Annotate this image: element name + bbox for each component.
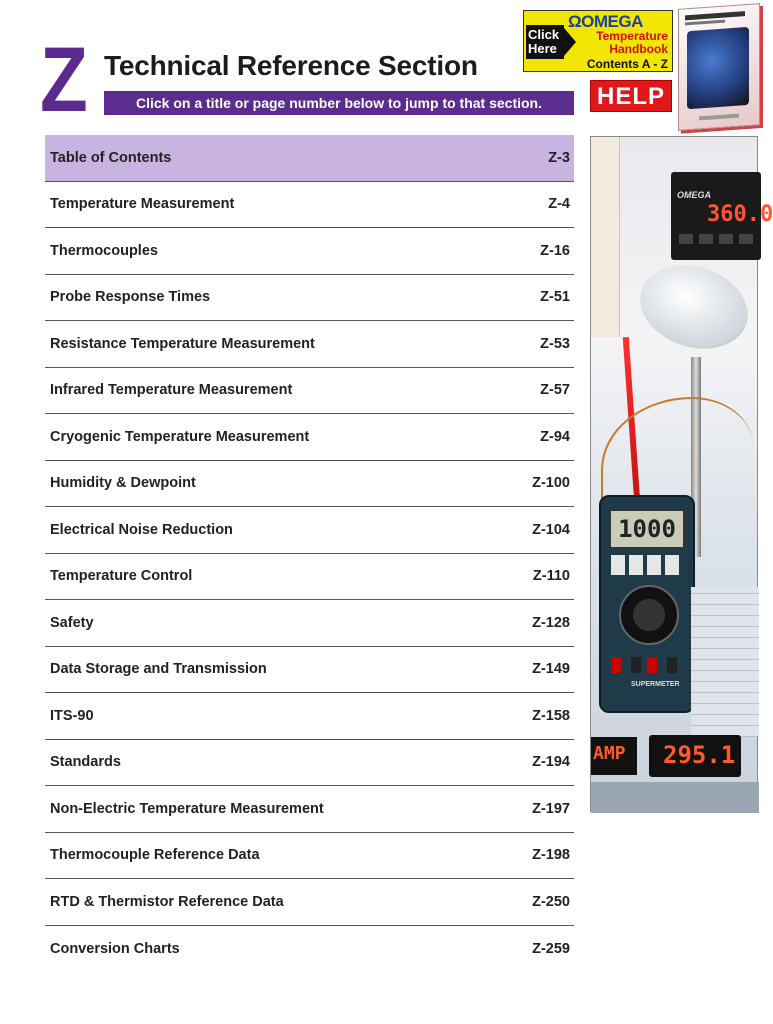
dish-probe xyxy=(629,252,758,362)
toc-row[interactable] xyxy=(45,833,574,880)
bottom-display-left xyxy=(591,737,637,775)
table-of-contents xyxy=(45,135,574,972)
multimeter-buttons xyxy=(611,555,681,575)
toc-row[interactable] xyxy=(45,647,574,694)
toc-row[interactable] xyxy=(45,507,574,554)
toc-title-link[interactable]: Conversion Charts xyxy=(50,940,180,957)
toc-page-link[interactable]: Z-100 xyxy=(532,475,570,492)
toc-page-link[interactable]: Z-110 xyxy=(532,568,570,585)
toc-row[interactable] xyxy=(45,414,574,461)
toc-row[interactable] xyxy=(45,135,574,182)
toc-page-link[interactable]: Z-53 xyxy=(540,335,570,352)
omega-logo: ΩOMEGA xyxy=(568,12,643,31)
toc-row[interactable] xyxy=(45,879,574,926)
book-subtitle-bar xyxy=(685,20,725,26)
bottom-display-left-text: AMP xyxy=(593,743,626,764)
toc-page-link[interactable]: Z-198 xyxy=(532,847,570,864)
toc-title-link[interactable]: Infrared Temperature Measurement xyxy=(50,382,293,399)
toc-page-link[interactable]: Z-149 xyxy=(532,661,570,678)
handheld-multimeter xyxy=(599,495,695,713)
panel-meter-brand: OMEGA xyxy=(677,190,712,200)
toc-title-link[interactable]: Thermocouples xyxy=(50,242,158,259)
toc-row[interactable] xyxy=(45,926,574,973)
handbook-cover-image[interactable] xyxy=(678,3,760,131)
toc-row[interactable] xyxy=(45,182,574,229)
toc-title-link[interactable]: Temperature Measurement xyxy=(50,196,235,213)
product-photo-collage xyxy=(590,136,773,812)
instruction-banner: Click on a title or page number below to jump to that section. xyxy=(104,91,574,115)
toc-row[interactable] xyxy=(45,461,574,508)
help-button[interactable]: HELP xyxy=(590,80,672,112)
toc-title-link[interactable]: Non-Electric Temperature Measurement xyxy=(50,800,324,817)
toc-page-link[interactable]: Z-250 xyxy=(532,893,570,910)
book-title-bar xyxy=(685,11,745,20)
panel-meter-reading: 360.0 xyxy=(707,202,773,227)
page-title: Technical Reference Section xyxy=(104,50,478,81)
multimeter-display: 1000 xyxy=(609,509,685,549)
toc-title-link[interactable]: Electrical Noise Reduction xyxy=(50,521,233,538)
click-here-arrow[interactable]: Click Here xyxy=(526,25,564,59)
toc-page-link[interactable]: Z-197 xyxy=(532,800,570,817)
toc-row[interactable] xyxy=(45,740,574,787)
contents-range: Contents A - Z xyxy=(586,57,668,71)
toc-page-link[interactable]: Z-4 xyxy=(548,196,570,213)
toc-page-link[interactable]: Z-104 xyxy=(532,521,570,538)
toc-title-link[interactable]: ITS-90 xyxy=(50,707,94,724)
toc-row[interactable] xyxy=(45,600,574,647)
handbook-contents-link[interactable] xyxy=(523,10,673,72)
reference-chart-paper xyxy=(691,587,759,737)
toc-row[interactable] xyxy=(45,786,574,833)
toc-row[interactable] xyxy=(45,554,574,601)
handbook-line-2: Handbook xyxy=(609,42,668,56)
book-footer-bar xyxy=(699,114,739,121)
section-letter: Z xyxy=(40,29,88,131)
toc-title-link[interactable]: Cryogenic Temperature Measurement xyxy=(50,428,310,445)
toc-row[interactable] xyxy=(45,321,574,368)
toc-row[interactable] xyxy=(45,228,574,275)
toc-title-link[interactable]: Data Storage and Transmission xyxy=(50,661,267,678)
toc-page-link[interactable]: Z-259 xyxy=(532,940,570,957)
bottom-display-right xyxy=(649,735,741,777)
toc-title-link[interactable]: Probe Response Times xyxy=(50,289,211,306)
toc-page-link[interactable]: Z-94 xyxy=(540,428,570,445)
handbook-line-1: Temperature xyxy=(596,29,668,43)
toc-row[interactable] xyxy=(45,368,574,415)
panel-meter xyxy=(671,172,773,260)
toc-title-link[interactable]: Humidity & Dewpoint xyxy=(50,475,196,492)
bottom-display-right-text: 295.1 xyxy=(663,741,736,769)
multimeter-jacks xyxy=(611,657,681,673)
toc-page-link[interactable]: Z-128 xyxy=(532,614,570,631)
toc-page-link[interactable]: Z-16 xyxy=(540,242,570,259)
toc-page-link[interactable]: Z-194 xyxy=(532,754,570,771)
toc-title-link[interactable]: Standards xyxy=(50,754,121,771)
toc-page-link[interactable]: Z-51 xyxy=(540,289,570,306)
toc-row[interactable] xyxy=(45,693,574,740)
toc-page-link[interactable]: Z-3 xyxy=(548,150,570,167)
book-cover-art xyxy=(687,27,749,109)
toc-title-link[interactable]: RTD & Thermistor Reference Data xyxy=(50,893,284,910)
toc-title-link[interactable]: Safety xyxy=(50,614,94,631)
panel-meter-buttons xyxy=(679,234,757,244)
toc-row[interactable] xyxy=(45,275,574,322)
toc-title-link[interactable]: Resistance Temperature Measurement xyxy=(50,335,315,352)
toc-page-link[interactable]: Z-158 xyxy=(532,707,570,724)
collage-base xyxy=(591,782,759,813)
toc-title-link[interactable]: Temperature Control xyxy=(50,568,193,585)
multimeter-label: SUPERMETER xyxy=(631,681,680,688)
thermometer-strip xyxy=(591,137,620,337)
multimeter-dial xyxy=(619,585,679,645)
toc-page-link[interactable]: Z-57 xyxy=(540,382,570,399)
toc-title-link[interactable]: Thermocouple Reference Data xyxy=(50,847,260,864)
toc-title-link[interactable]: Table of Contents xyxy=(50,150,172,167)
